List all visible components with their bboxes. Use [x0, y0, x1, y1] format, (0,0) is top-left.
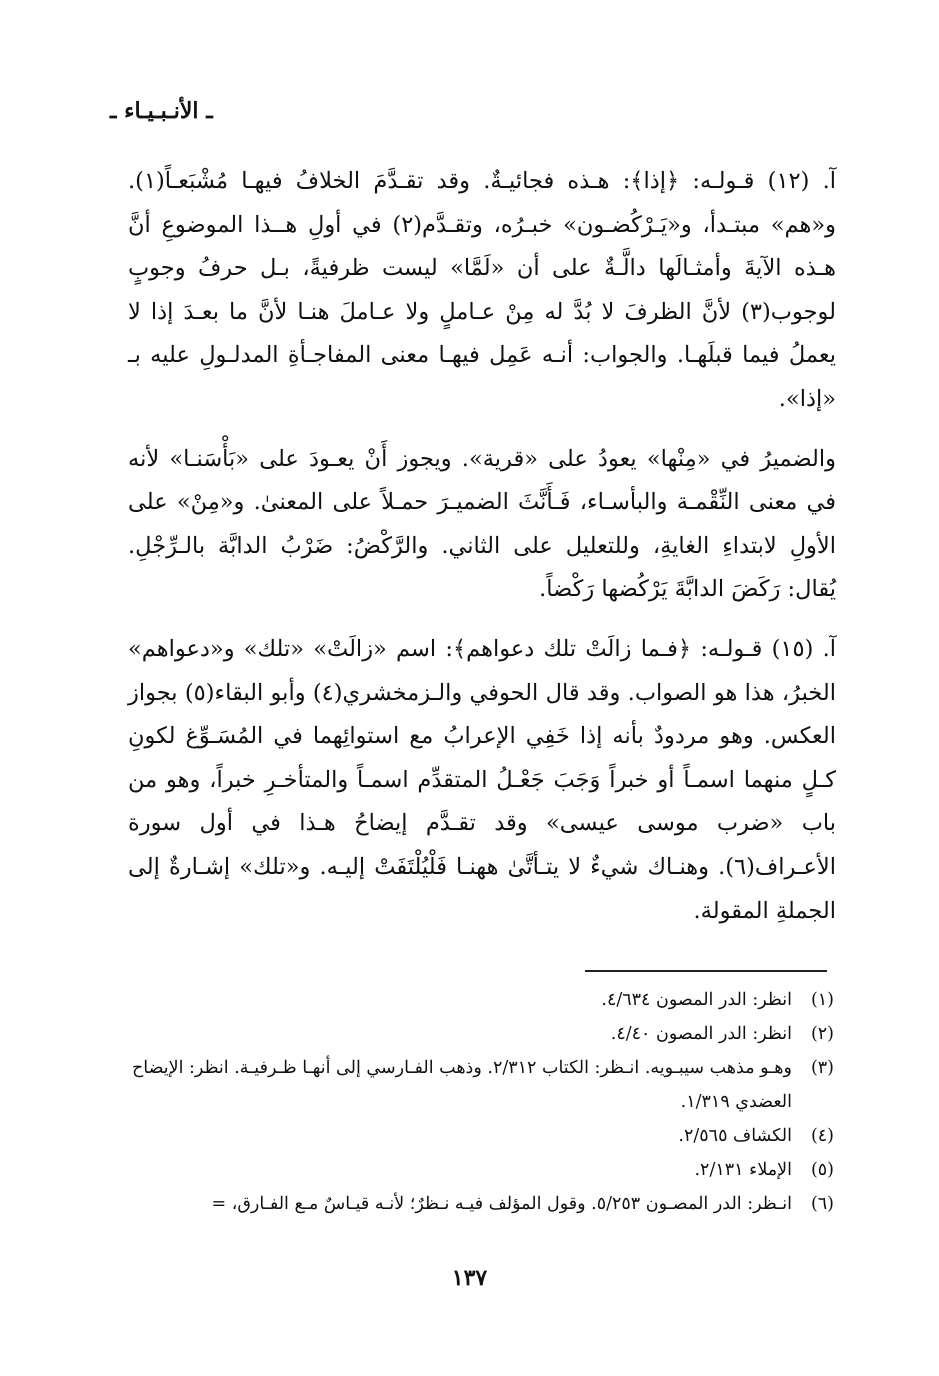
footnote-text: وهـو مذهب سيبـويه. انـظر: الكتاب ٢/٣١٢. وذهب الفـارسي إلى أنهـا ظـرفيـة. انظر: الإيضاح العضدي ١/٣١٩.: [131, 1058, 792, 1112]
footnote-4: [118, 1119, 834, 1153]
main-text: [128, 160, 836, 949]
footnote-number: (٢): [810, 1024, 834, 1044]
footnote-number: (١): [810, 990, 834, 1010]
footnote-divider: [585, 970, 827, 972]
footnote-text: انـظر: الدر المصـون ٥/٢٥٣. وقول المؤلف فيـه نـظرٌ؛ لأنـه قيـاسٌ مـع الفـارق، =: [211, 1194, 792, 1214]
footnotes: [118, 983, 834, 1221]
footnote-5: [118, 1153, 834, 1187]
footnote-text: انظر: الدر المصون ٤/٦٣٤.: [601, 990, 792, 1010]
running-title: ـ الأنـبـيـاء ـ: [110, 98, 213, 124]
footnote-6: [118, 1187, 834, 1221]
footnote-number: (٥): [810, 1160, 834, 1180]
page-number: ١٣٧: [451, 1265, 488, 1291]
footnote-number: (٦): [810, 1194, 834, 1214]
footnote-number: (٤): [810, 1126, 834, 1146]
paragraph-verse-15: آ. (١٥) قـولـه: ﴿فـما زالَتْ تلك دعواهم﴾: اسم «زالَتْ» «تلك» و«دعواهم» الخبرُ، هذا هو الصواب. وقد قال الحوفي والـزمخشري(٤) وأبو البقاء(٥) بجواز العكس. وهو مردودٌ بأنه إذا خَفِي الإعرابُ مع استوائِهما في المُسَـوِّغ لكونِ كـلٍ منهما اسمـاً أو خبراً وَجَبَ جَعْـلُ المتقدِّم اسمـاً والمتأخـرِ خبراً، وهو من باب «ضرب موسى عيسى» وقد تقـدَّم إيضاحُ هـذا في أول سورة الأعـراف(٦). وهنـاك شيءٌ لا يتـأتَّىٰ ههنـا فَلْيُلْتَفَتْ إليـه. و«تلك» إشـارةٌ إلى الجملةِ المقولة.: [128, 635, 836, 924]
paragraph-pronoun: والضميرُ في «مِنْها» يعودُ على «قرية». ويجوز أَنْ يعـودَ على «بَأْسَنـا» لأنه في معنى النِّقْمـة والبأسـاء، فَـأَنَّثَ الضميـرَ حمـلاً على المعنىٰ. و«مِنْ» على الأولِ لابتداءِ الغايةِ، وللتعليل على الثاني. والرَّكْضُ: ضَرْبُ الدابَّة بالـرِّجْلِ. يُقال: رَكَضَ الدابَّةَ يَرْكُضها رَكْضاً.: [128, 445, 836, 603]
footnote-1: [118, 983, 834, 1017]
footnote-text: انظر: الدر المصون ٤/٤٠.: [610, 1024, 792, 1044]
footnote-text: الإملاء ٢/١٣١.: [694, 1160, 792, 1180]
footnote-2: [118, 1017, 834, 1051]
footnote-text: الكشاف ٢/٥٦٥.: [678, 1126, 792, 1146]
footnote-number: (٣): [810, 1058, 834, 1078]
footnote-3: [118, 1051, 834, 1119]
paragraph-verse-12: آ. (١٢) قـولـه: ﴿إذا﴾: هـذه فجائيـةٌ. وقد تقـدَّمَ الخلافُ فيهـا مُشْبَعـاً(١). و«هم» مبتـدأ، و«يَـرْكُضـون» خبـرُه، وتقـدَّم(٢) في أولِ هــذا الموضوعِ أنَّ هـذه الآيةَ وأمثـالَها دالَّـةٌ على أن «لَمَّا» ليست ظرفيةً، بـل حرفُ وجوبٍ لوجوب(٣) لأنَّ الظرفَ لا بُدَّ له مِنْ عـاملٍ ولا عـاملَ هنـا لأنَّ ما بعـدَ إذا لا يعملُ فيما قبلَهـا. والجواب: أنـه عَمِل فيهـا معنى المفاجـأةِ المدلـولِ عليه بـ «إذا».: [128, 168, 837, 412]
